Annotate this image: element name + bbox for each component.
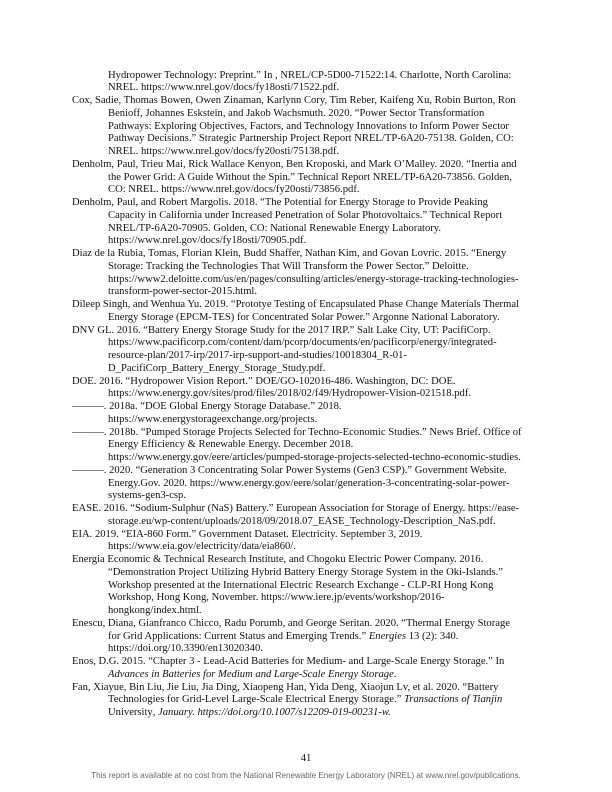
reference-line: NREL. https://www.nrel.gov/docs/fy18osti/71522.pdf. (108, 82, 340, 94)
reference-line: CO: NREL. https://www.nrel.gov/docs/fy20osti/73856.pdf. (108, 184, 360, 196)
reference-line: transform-power-sector-2015.html. (108, 286, 258, 298)
reference-line: Benioff, Johannes Eskstein, and Jakob Wachsmuth. 2020. “Power Sector Transformation (108, 107, 485, 119)
reference-line: Energy Efficiency & Renewable Energy. December 2018. (108, 439, 354, 451)
reference-line: Dileep Singh, and Wenhua Yu. 2019. “Prototye Testing of Encapsulated Phase Change Materials Thermal (72, 299, 519, 310)
reference-line: storage.eu/wp-content/uploads/2018/09/2018.07_EASE_Technology-Description_NaS.pdf. (108, 515, 496, 527)
reference-line: https://www.energy.gov/sites/prod/files/2018/02/f49/Hydropower-Vision-021518.pdf. (108, 388, 472, 400)
reference-line: Storage: Tracking the Technologies That Will Transform the Power Sector.” Deloitte. (108, 260, 469, 272)
reference-entry (72, 465, 540, 503)
reference-entry (72, 197, 540, 248)
reference-line: NREL/TP-6A20-70905. Golden, CO: National Renewable Energy Laboratory. (108, 222, 442, 234)
reference-line: DNV GL. 2016. “Battery Energy Storage Study for the 2017 IRP.” Salt Lake City, UT: PacifiCorp. (72, 324, 491, 336)
reference-entry (72, 159, 540, 197)
reference-line: Denholm, Paul, Trieu Mai, Rick Wallace Kenyon, Ben Kroposki, and Mark O’Malley. 2020. “Inertia and (72, 158, 517, 170)
reference-entry (72, 95, 540, 159)
reference-line: Enescu, Diana, Gianfranco Chicco, Radu Porumb, and George Seritan. 2020. “Thermal Energy Storage (72, 617, 510, 629)
reference-line: Capacity in California under Increased Penetration of Solar Photovoltaics.” Technical Report (108, 209, 503, 221)
reference-line: D_PacifiCorp_Battery_Energy_Storage_Study.pdf. (108, 362, 326, 374)
reference-line: “Demonstration Project Utilizing Hybrid Battery Energy Storage System in the Oki-Islands.” (108, 566, 503, 578)
reference-line: Diaz de la Rubia, Tomas, Florian Klein, Budd Shaffer, Nathan Kim, and Govan Lovric. 2015. “Energy (72, 248, 507, 259)
reference-entry (72, 503, 540, 529)
reference-entry (72, 618, 540, 656)
reference-line: Cox, Sadie, Thomas Bowen, Owen Zinaman, Karlynn Cory, Tim Reber, Kaifeng Xu, Robin Burton, Ron (72, 95, 516, 106)
reference-line: NREL. https://www.nrel.gov/docs/fy20osti/75138.pdf. (108, 146, 340, 157)
reference-line: EIA. 2019. “EIA-860 Form.” Government Dataset. Electricity. September 3, 2019. (72, 528, 423, 540)
reference-entry (72, 70, 540, 96)
reference-line: ———. 2020. “Generation 3 Concentrating Solar Power Systems (Gen3 CSP).” Government Website. (72, 464, 507, 476)
reference-line: ———. 2018a. “DOE Global Energy Storage Database.” 2018. (72, 401, 342, 412)
page-number: 41 (300, 753, 312, 764)
reference-line: ———. 2018b. “Pumped Storage Projects Selected for Techno-Economic Studies.” News Brief. Office of (72, 426, 522, 438)
reference-line: Enos, D.G. 2015. “Chapter 3 - Lead-Acid Batteries for Medium- and Large-Scale Energy Storage.” In (72, 656, 505, 667)
reference-entry (72, 554, 540, 618)
reference-line: for Grid Applications: Current Status and Emerging Trends.” Energies 13 (2): 340. (108, 630, 459, 642)
reference-entry (72, 299, 540, 325)
reference-entry (72, 325, 540, 376)
reference-line: https://www.nrel.gov/docs/fy18osti/70905.pdf. (108, 235, 307, 247)
reference-line: Pathway Decisions.” Strategic Partnership Project Report NREL/TP-6A20-75138. Golden, CO: (108, 133, 514, 145)
reference-line: Advances in Batteries for Medium and Large-Scale Energy Storage. (108, 668, 397, 680)
reference-entry (72, 656, 540, 682)
reference-line: https://www.pacificorp.com/content/dam/pcorp/documents/en/pacificorp/energy/integrated- (108, 337, 497, 349)
reference-line: DOE. 2016. “Hydropower Vision Report.” DOE/GO-102016-486. Washington, DC: DOE. (72, 375, 456, 387)
reference-line: https://doi.org/10.3390/en13020340. (108, 643, 263, 655)
reference-line: https://www.energy.gov/eere/articles/pumped-storage-projects-selected-techno-economic-studies. (108, 452, 521, 463)
reference-line: Hydropower Technology: Preprint.” In , NREL/CP-5D00-71522:14. Charlotte, North Carolina: (108, 69, 512, 81)
reference-entry (72, 682, 540, 720)
reference-line: Energy.Gov. 2020. https://www.energy.gov/eere/solar/generation-3-concentrating-solar-power- (108, 477, 510, 489)
reference-line: Fan, Xiayue, Bin Liu, Jie Liu, Jia Ding, Xiaopeng Han, Yida Deng, Xiaojun Lv, et al. 2020. “Battery (72, 681, 499, 693)
reference-line: Technologies for Grid-Level Large-Scale Electrical Energy Storage.” Transactions of Tianjin (108, 694, 503, 706)
reference-entry (72, 529, 540, 555)
reference-line: University, January. https://doi.org/10.1007/s12209-019-00231-w. (108, 707, 391, 718)
reference-line: Denholm, Paul, and Robert Margolis. 2018. “The Potential for Energy Storage to Provide Peaking (72, 197, 488, 208)
reference-line: resource-plan/2017-irp/2017-irp-support-and-studies/10018304_R-01- (108, 350, 407, 361)
reference-line: Pathways: Exploring Objectives, Factors, and Technology Innovations to Inform Power Sector (108, 120, 509, 132)
reference-entry (72, 401, 540, 427)
footer-note: This report is available at no cost from the National Renewable Energy Laboratory (NREL) at www.nrel.gov/publications. (91, 771, 521, 780)
reference-line: https://www.eia.gov/electricity/data/eia860/. (108, 541, 296, 553)
references-list (72, 70, 540, 720)
reference-line: EASE. 2016. “Sodium-Sulphur (NaS) Battery.” European Association for Storage of Energy. https://ease- (72, 503, 520, 514)
reference-line: Energy Storage (EPCM-TES) for Concentrated Solar Power.” Argonne National Laboratory. (108, 311, 500, 323)
reference-entry (72, 376, 540, 402)
reference-line: systems-gen3-csp. (108, 490, 186, 502)
reference-line: Workshop presented at the International Electric Research Exchange - CLP-RI Hong Kong (108, 579, 494, 591)
reference-line: https://www.energystorageexchange.org/projects. (108, 413, 318, 425)
reference-line: Workshop, Hong Kong, November. https://www.iere.jp/events/workshop/2016- (108, 592, 445, 604)
reference-line: Energia Economic & Technical Research Institute, and Chogoku Electric Power Company. 2016. (72, 554, 484, 565)
reference-line: the Power Grid: A Guide Without the Spin.” Technical Report NREL/TP-6A20-73856. Golden, (108, 171, 512, 183)
reference-entry (72, 248, 540, 299)
reference-line: https://www2.deloitte.com/us/en/pages/consulting/articles/energy-storage-tracking-technologies- (108, 273, 519, 285)
reference-line: hongkong/index.html. (108, 605, 202, 616)
reference-entry (72, 427, 540, 465)
